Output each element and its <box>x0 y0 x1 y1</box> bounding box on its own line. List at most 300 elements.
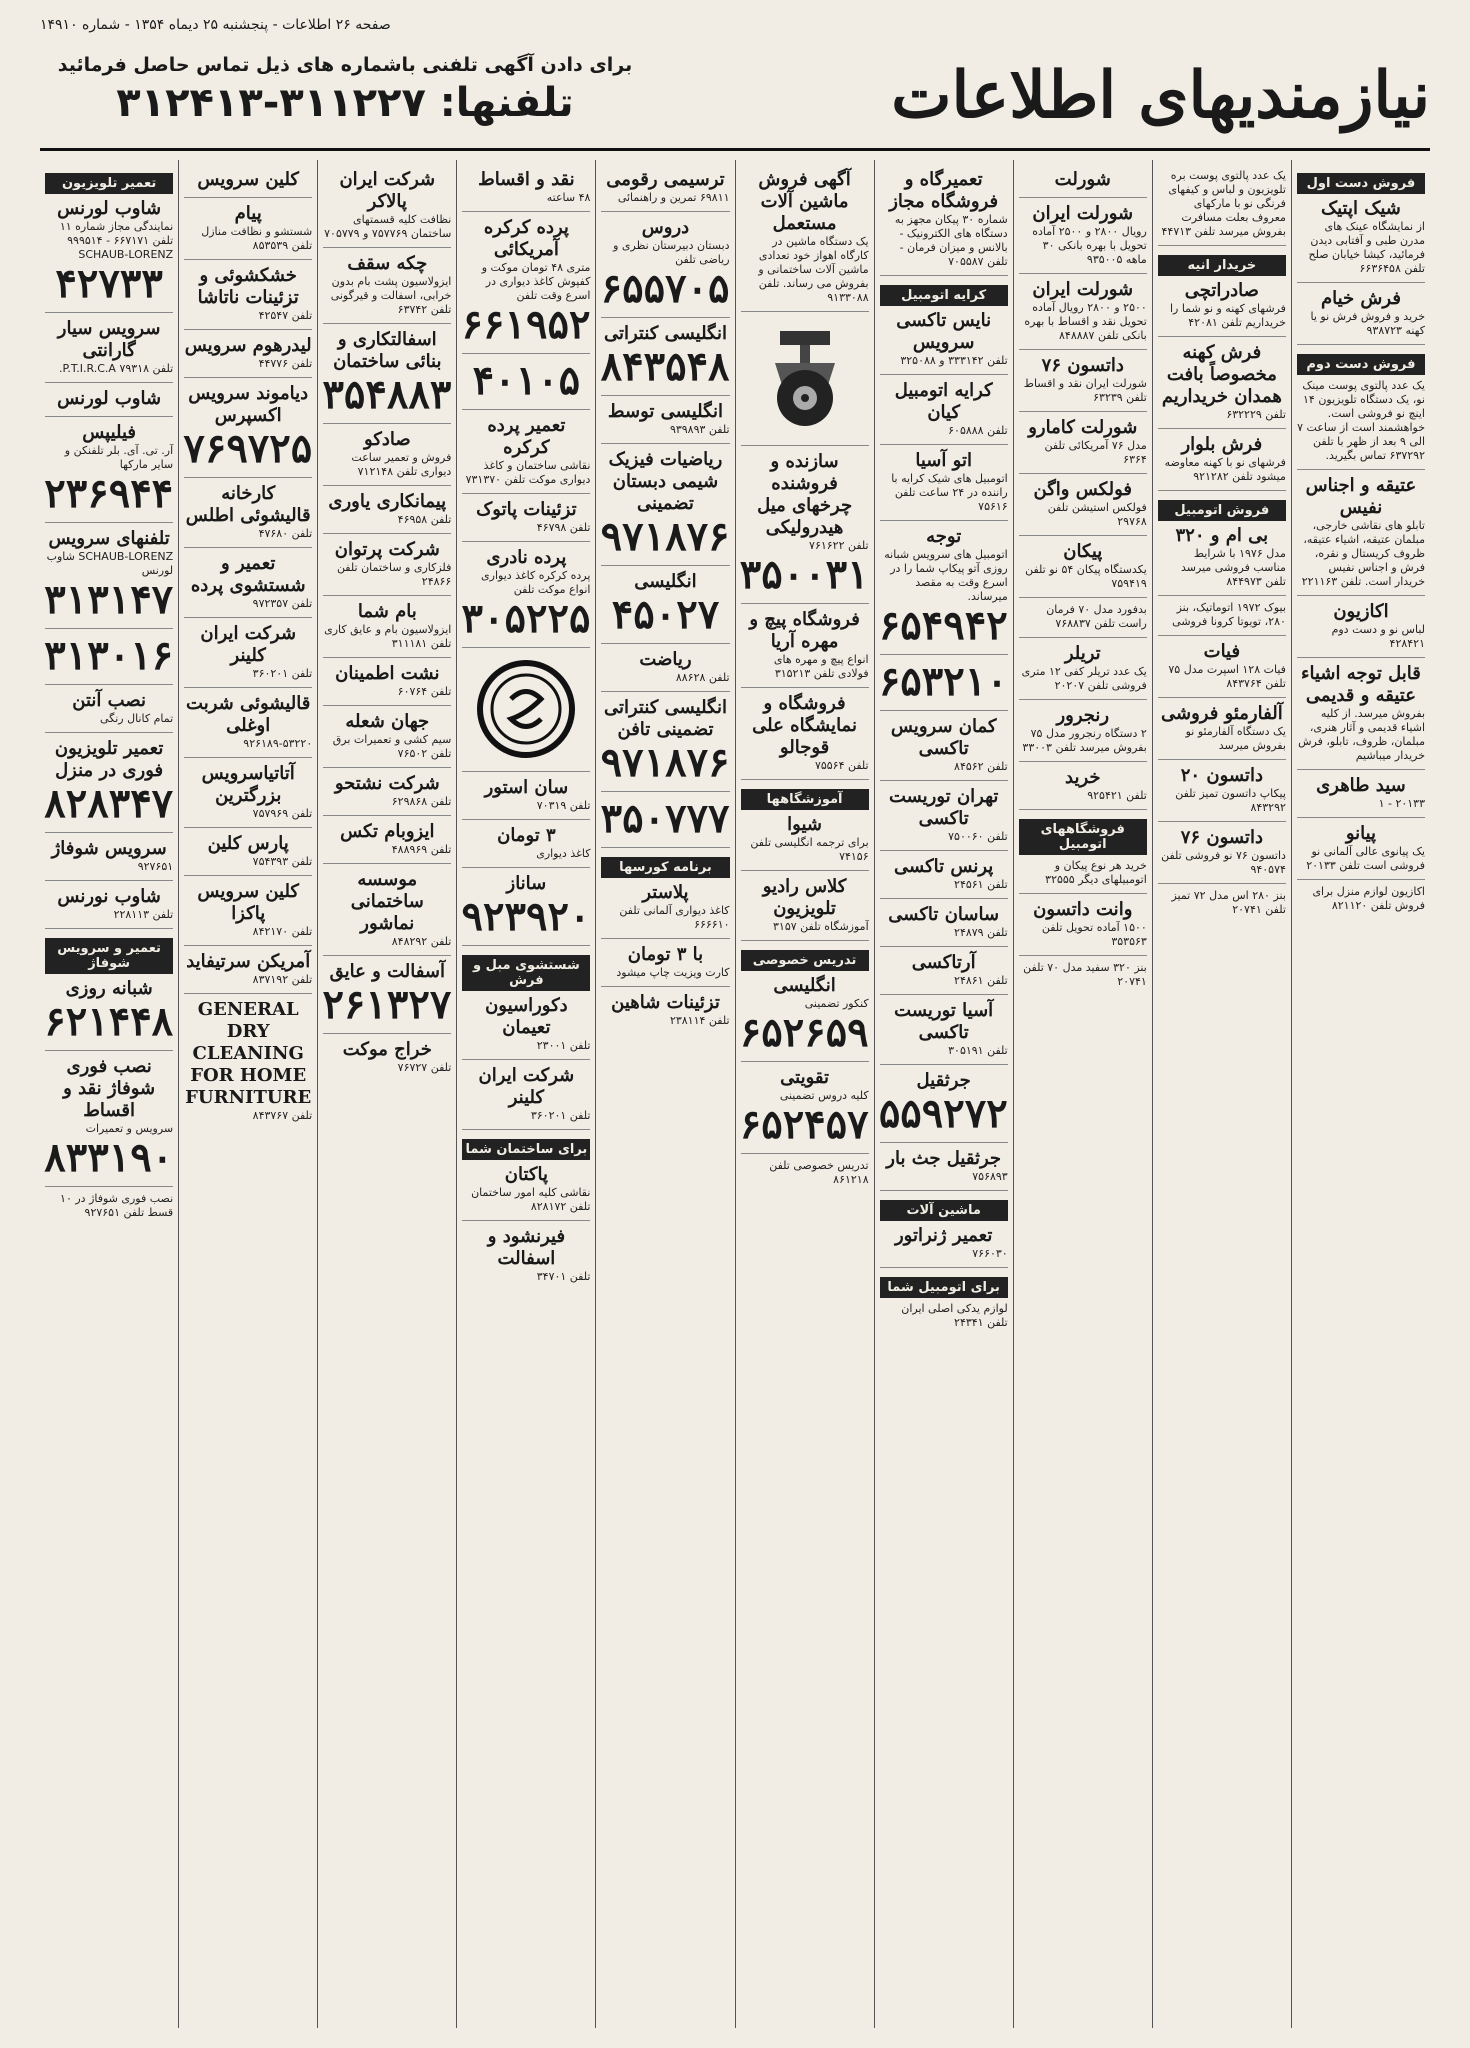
ad-body: بدفورد مدل ۷۰ فرمان راست تلفن ۷۶۸۸۳۷ <box>1046 603 1147 630</box>
ad-phone-number: ۷۶۹۷۲۵ <box>183 425 313 472</box>
ad-body: تلفن ۴۶۹۵۸ <box>397 513 452 526</box>
ad-phone-number: ۵۵۹۲۷۲ <box>878 1090 1008 1137</box>
ad-phone-number: ۶۵۵۷۰۵ <box>600 265 730 312</box>
classified-ad <box>323 596 451 658</box>
ad-phone-number: ۳۱۳۱۴۷ <box>44 576 174 623</box>
ad-heading: قابل توجه اشیاء عتیقه و قدیمی <box>1301 663 1421 706</box>
ad-heading: اکازیون <box>1333 601 1389 622</box>
ad-heading: GENERAL DRY CLEANING FOR HOME FURNITURE <box>185 999 312 1108</box>
section-heading: برای اتومبیل شما <box>880 1277 1008 1298</box>
ad-heading: تعمیر تلویزیون فوری در منزل <box>54 738 164 781</box>
ad-body: خرید هر نوع پیکان و اتومبیلهای دیگر ۳۲۵۵۵ <box>1045 859 1147 886</box>
classified-ad <box>880 164 1008 276</box>
ad-heading: فروشگاه و نمایشگاه علی قوجالو <box>752 693 857 758</box>
ad-body: تلفن ۴۷۶۸۰ <box>258 527 313 540</box>
ad-body: تلفن ۲۳۸۱۱۴ <box>669 1014 730 1027</box>
ad-heading: پارس کلین <box>207 833 289 854</box>
classified-ad <box>1158 698 1286 760</box>
ad-body: یک دستگاه ماشین در کارگاه اهواز خود تعدادی ماشین آلات ساختمانی و بفروش می رساند. تلفن ۹۱۳۳۰۸۸ <box>758 235 869 304</box>
ad-body: ۹۲۷۶۵۱ <box>137 860 174 873</box>
classified-ad <box>462 772 590 820</box>
ad-phone-number: ۶۵۲۴۵۷ <box>739 1101 869 1148</box>
ad-heading: فروشگاه پیچ و مهره آریا <box>749 609 860 652</box>
ad-heading: شیک اپتیک <box>1321 198 1401 219</box>
ad-body: تلفن ۴۸۸۹۶۹ <box>391 843 452 856</box>
ad-body: تلفن ۸۳۷۱۹۲ <box>252 973 313 986</box>
ad-body: یک عدد پالتوی پوست مینک نو، یک دستگاه تلویزیون ۱۴ اینچ نو فروشی است. خواهشمند است از ساعت ۷ الی ۹ بعد از ظهر با تلفن ۶۳۷۲۹۲ تماس بگیرید. <box>1297 379 1425 462</box>
ad-heading: فرش کهنه مخصوصاً بافت همدان خریداریم <box>1161 342 1282 407</box>
classified-ad <box>462 1060 590 1130</box>
classified-ad <box>1297 658 1425 770</box>
classified-ad <box>1158 429 1286 491</box>
ad-heading: آسفالت و عایق <box>329 961 445 982</box>
ad-heading: تزئینات شاهین <box>611 992 720 1013</box>
classified-ad <box>880 1191 1008 1268</box>
classified-ad <box>462 494 590 542</box>
ad-body: ایزولاسیون پشت بام بدون خرابی، اسفالت و قیرگونی تلفن ۶۳۷۴۲ <box>330 275 452 316</box>
ad-body: SCHAUB-LORENZ شاوب لورنس <box>46 550 174 577</box>
classified-ad <box>601 396 729 444</box>
ad-body: برای ترجمه انگلیسی تلفن ۷۴۱۵۶ <box>750 836 869 863</box>
ad-body: داتسون ۷۶ نو فروشی تلفن ۹۴۰۵۷۴ <box>1161 849 1286 876</box>
ad-heading: کرایه اتومبیل کیان <box>894 380 993 423</box>
ad-heading: فیرنشود و اسفالت <box>487 1226 566 1269</box>
ad-heading: ۳ تومان <box>497 825 556 846</box>
ad-heading: تلفنهای سرویس <box>48 528 170 549</box>
classified-ad <box>880 851 1008 899</box>
classified-ad <box>741 312 869 446</box>
ad-body: ۴۸ ساعته <box>546 191 591 204</box>
ad-body: تلفن ۷۵۵۶۴ <box>814 759 869 772</box>
classified-ad <box>1019 894 1147 956</box>
classified-ad <box>1158 760 1286 822</box>
ad-heading: وانت داتسون <box>1033 899 1133 920</box>
classified-ad <box>1158 337 1286 429</box>
ad-heading: دروس <box>641 217 690 238</box>
classified-ad <box>323 1034 451 1081</box>
section-heading: تعمیر تلویزیون <box>45 173 173 194</box>
classified-ad <box>45 164 173 313</box>
ad-body: تلفن ۳۴۷۰۱ <box>536 1270 591 1283</box>
ad-phone-number: ۶۶۱۹۵۲ <box>461 301 591 348</box>
ad-body: دبستان دبیرستان نظری و ریاضی تلفن <box>613 239 730 266</box>
section-heading: کرایه اتومبیل <box>880 285 1008 306</box>
classified-ad <box>323 706 451 768</box>
classified-ad <box>462 946 590 1060</box>
classified-ad <box>1158 596 1286 636</box>
ad-body: تلفن ۲۴۸۷۹ <box>954 926 1008 939</box>
ad-body: تلفن ۳۶۰۲۰۱ <box>530 1109 591 1122</box>
ad-phone-number: ۶۵۲۶۵۹ <box>739 1009 869 1056</box>
ad-heading: انگلیسی <box>634 571 697 592</box>
ad-body: تلفن ۴۴۷۷۶ <box>258 357 313 370</box>
classified-ad <box>1158 491 1286 596</box>
classified-ad <box>1297 770 1425 818</box>
classified-ad <box>184 758 312 828</box>
ad-body: مدل ۱۹۷۶ با شرایط مناسب فروشی میرسد تلفن ۸۴۴۹۷۳ <box>1181 547 1286 588</box>
ad-heading: ریاضت <box>639 649 692 670</box>
classified-ad <box>462 212 590 354</box>
ad-body: ۲ دستگاه رنجرور مدل ۷۵ بفروش میرسد تلفن ۳۳۰۰۳ <box>1022 727 1147 754</box>
classified-ad <box>323 816 451 864</box>
classified-ad <box>1019 638 1147 700</box>
classified-ad <box>1019 412 1147 474</box>
ad-body: نظافت کلیه قسمتهای ساختمان ۷۵۷۷۶۹ و ۷۰۵۷۷۹ <box>324 213 452 240</box>
section-heading: شستشوی مبل و فرش <box>462 955 590 991</box>
caster-wheel-illustration <box>750 323 860 433</box>
ad-heading: ایزوبام تکس <box>340 821 435 842</box>
classified-ad <box>184 946 312 994</box>
ad-body: تلفن ۴۶۷۹۸ <box>536 521 591 534</box>
ad-heading: فرش خیام <box>1320 288 1401 309</box>
ad-heading: تقویتی <box>780 1067 829 1088</box>
ad-heading: پاکتان <box>504 1164 548 1185</box>
section-heading: فروش دست دوم <box>1297 354 1425 375</box>
ad-heading: شرکت ایران کلینر <box>478 1065 575 1108</box>
ad-heading: نقد و اقساط <box>478 169 575 190</box>
ad-body: سیم کشی و تعمیرات برق تلفن ۷۶۵۰۲ <box>332 733 452 760</box>
ad-phone-number: ۳۵۰۰۳۱ <box>739 551 869 598</box>
section-heading: آموزشگاهها <box>741 789 869 810</box>
ad-heading: انگلیسی کنتراتی <box>603 323 727 344</box>
classified-ad <box>601 444 729 566</box>
ad-heading: تزئینات پاتوک <box>476 499 577 520</box>
ad-body: لوازم یدکی اصلی ایران تلفن ۲۴۳۴۱ <box>901 1302 1008 1329</box>
ad-heading: پیمانکاری یاوری <box>328 491 447 512</box>
classified-column <box>874 160 1013 2028</box>
ad-heading: پرنس تاکسی <box>894 856 994 877</box>
ad-body: رویال ۲۸۰۰ و ۲۵۰۰ آماده تحویل با بهره بانکی ۳۰ ماهه ۹۳۵۰۰۵ <box>1032 225 1147 266</box>
ad-heading: رنجرور <box>1056 705 1110 726</box>
ad-heading: پلاستر <box>642 882 689 903</box>
ad-heading: کمان سرویس تاکسی <box>890 716 997 759</box>
classified-ad <box>880 375 1008 445</box>
ad-body: فرشهای نو با کهنه معاوضه میشود تلفن ۹۲۱۲۸۲ <box>1164 456 1286 483</box>
classified-ad <box>741 871 869 941</box>
ad-heading: تعمیر و شستشوی پرده <box>190 553 306 596</box>
ad-heading: سرویس شوفاژ <box>51 838 167 859</box>
classified-ad <box>323 164 451 248</box>
classified-column <box>1291 160 1430 2028</box>
classified-ad <box>880 947 1008 995</box>
classified-ad <box>45 1187 173 1226</box>
classified-ad <box>462 354 590 410</box>
ad-phone-number: ۸۲۸۳۴۷ <box>44 780 174 827</box>
ad-heading: تعمیر پرده کرکره <box>487 415 566 458</box>
ad-heading: آمریکن سرتیفاید <box>186 951 311 972</box>
classified-ad <box>1019 762 1147 810</box>
classified-ad <box>1019 350 1147 412</box>
ad-body: از نمایشگاه عینک های مدرن طبی و آفتابی دیدن فرمائید، کیشا خیابان صلح تلفن ۶۶۳۶۴۵۸ <box>1308 220 1425 275</box>
ad-body: تلفن ۸۴۲۱۷۰ <box>252 925 313 938</box>
ad-body: ۷۵۶۸۹۳ <box>972 1170 1008 1183</box>
ad-heading: دکوراسیون تعیمان <box>485 995 568 1038</box>
classified-ad <box>1297 283 1425 345</box>
ad-heading: دیاموند سرویس اکسپرس <box>188 383 309 426</box>
ad-heading: پیکان <box>1063 541 1103 562</box>
ad-heading: صادکو <box>363 429 411 450</box>
classified-ad <box>601 164 729 212</box>
ad-heading: انگلیسی <box>773 975 836 996</box>
classified-ad <box>1297 470 1425 596</box>
ad-heading: آلفارمئو فروشی <box>1160 703 1283 724</box>
ad-phone-number: ۳۵۰۷۷۷ <box>600 795 730 842</box>
classified-ad <box>1297 818 1425 880</box>
classified-ad <box>880 276 1008 375</box>
ad-phone-number: ۲۶۱۳۲۷ <box>322 981 452 1028</box>
ad-heading: ساناز <box>506 873 547 894</box>
ad-phone-number: ۲۳۶۹۴۴ <box>44 470 174 517</box>
ad-heading: سازنده و فروشنده چرخهای میل هیدرولیکی <box>757 451 853 538</box>
classified-column <box>1152 160 1291 2028</box>
ad-heading: صادراتچی <box>1184 280 1259 301</box>
classified-ad <box>1158 636 1286 698</box>
classified-ad <box>741 1062 869 1154</box>
ad-body: کارت ویزیت چاپ میشود <box>616 966 730 979</box>
ad-heading: با ۳ تومان <box>627 944 704 965</box>
ad-heading: شیوا <box>787 814 822 835</box>
classified-ad <box>184 548 312 618</box>
classified-ad <box>462 164 590 212</box>
classified-ad <box>601 692 729 792</box>
classified-ad <box>1158 822 1286 884</box>
classified-ad <box>1158 164 1286 246</box>
ad-heading: عتیقه و اجناس نفیس <box>1305 475 1417 518</box>
ad-heading: شرکت پرتوان <box>334 539 440 560</box>
ad-body: ایزولاسیون بام و عایق کاری تلفن ۳۱۱۱۸۱ <box>324 623 452 650</box>
ad-body: فرشهای کهنه و نو شما را خریداریم تلفن ۴۲۰۸۱ <box>1169 302 1286 329</box>
classified-ad <box>1019 164 1147 198</box>
classified-ad <box>462 542 590 648</box>
ad-heading: کارخانه قالیشوئی اطلس <box>185 483 311 526</box>
ad-body: متری ۴۸ تومان موکت و کفپوش کاغذ دیواری در اسرع وقت تلفن <box>481 261 591 302</box>
ad-phone-number: ۴۵۰۲۷ <box>611 591 720 638</box>
classified-ad <box>462 820 590 868</box>
ad-body: تلفن ۲۴۵۶۱ <box>954 878 1008 891</box>
ad-body: فولکس استیشن تلفن ۲۹۷۶۸ <box>1047 501 1147 528</box>
masthead-phones: تلفنها: ۳۱۱۲۲۷-۳۱۲۴۱۳ <box>116 80 574 126</box>
classified-ad <box>601 939 729 987</box>
ad-heading: پرده کرکره آمریکائی <box>483 217 569 260</box>
classified-ad <box>601 987 729 1034</box>
masthead <box>40 48 1430 151</box>
ad-body: تلفن ۸۸۶۲۸ <box>675 671 730 684</box>
section-heading: تعمیر و سرویس شوفاژ <box>45 938 173 974</box>
ad-body: نمایندگی مجاز شماره ۱۱ تلفن ۶۶۷۱۷۱ - ۹۹۹۵۱۴ SCHAUB-LORENZ <box>59 220 174 261</box>
ad-heading: شورلت ایران <box>1032 279 1134 300</box>
ad-heading: انگلیسی کنتراتی تضمینی تافن <box>603 697 727 740</box>
ad-body: تلفن ۹۲۵۴۲۱ <box>1087 789 1147 802</box>
ad-body: آر. تی. آی. بلر تلفنکن و سایر مارکها <box>64 444 174 471</box>
classified-column <box>40 160 178 2028</box>
ad-heading: داتسون ۷۶ <box>1041 355 1124 376</box>
ad-body: تلفن ۲۴۸۶۱ <box>954 974 1008 987</box>
ad-body: خرید و فروش فرش نو یا کهنه ۹۳۸۷۲۳ <box>1310 310 1425 337</box>
ad-body: یک عدد تریلر کفی ۱۲ متری فروشی تلفن ۲۰۲۰۷ <box>1021 665 1147 692</box>
classified-ad <box>45 929 173 1051</box>
classified-ad <box>880 995 1008 1065</box>
ad-body: ۶۹۸۱۱ تمرین و راهنمائی <box>617 191 730 204</box>
ad-heading: ریاضیات فیزیک شیمی دبستان تضمینی <box>608 449 723 514</box>
ad-heading: بام شما <box>357 601 417 622</box>
ad-body: فروش و تعمیر ساعت دیواری تلفن ۷۱۲۱۴۸ <box>351 451 452 478</box>
ad-body: تلفن ۸۴۵۶۲ <box>954 760 1008 773</box>
ad-heading: سید طاهری <box>1316 775 1406 796</box>
classified-ad <box>323 324 451 424</box>
ad-body: نقاشی ساختمان و کاغذ دیواری موکت تلفن ۷۳۱۳۷۰ <box>465 459 591 486</box>
ad-heading: اتو آسیا <box>915 450 972 471</box>
ad-body: بفروش میرسد. از کلیه اشیاء قدیمی و آثار هنری، مبلمان، ظروف، تابلو، فرش خریدار میباشیم <box>1298 707 1425 762</box>
ad-heading: شاوب نورنس <box>57 886 161 907</box>
classified-ad <box>323 248 451 324</box>
classified-ad <box>323 768 451 816</box>
classified-ad <box>1019 810 1147 894</box>
ad-body: اتومبیل های شیک کرایه با راننده در ۲۴ ساعت تلفن ۷۵۶۱۶ <box>891 472 1008 513</box>
classified-ad <box>741 446 869 604</box>
ad-heading: پیام <box>234 203 262 224</box>
ad-body: شماره ۳۰ پیکان مجهز به دستگاه های الکترونیک - بالانس و میزان فرمان - تلفن ۷۰۵۵۸۷ <box>894 213 1008 268</box>
ad-body: فیات ۱۲۸ اسپرت مدل ۷۵ تلفن ۸۴۳۷۶۴ <box>1168 663 1286 690</box>
ad-heading: جرثقیل جث بار <box>886 1148 1002 1169</box>
section-heading: خریدار انیه <box>1158 255 1286 276</box>
ad-body: تلفن ۸۴۳۷۶۷ <box>252 1109 313 1122</box>
classified-ad <box>1158 884 1286 923</box>
section-heading: فروش دست اول <box>1297 173 1425 194</box>
ad-heading: خرید <box>1065 767 1101 788</box>
classified-ad <box>1158 246 1286 337</box>
classified-ad <box>184 260 312 330</box>
classified-ad <box>601 848 729 939</box>
ad-body: تلفن ۴۲۵۴۷ <box>258 309 313 322</box>
ad-body: بنز ۲۸۰ اس مدل ۷۲ تمیز تلفن ۲۰۷۴۱ <box>1171 889 1286 916</box>
ad-body: کاغذ دیواری آلمانی تلفن ۶۶۶۶۱۰ <box>619 904 730 931</box>
ad-heading: پرده نادری <box>486 547 567 568</box>
classified-ad <box>45 1051 173 1187</box>
ad-heading: شرکت نشتحو <box>334 773 440 794</box>
ad-phone-number: ۳۵۴۸۸۳ <box>322 371 452 418</box>
ad-heading: انگلیسی توسط <box>607 401 724 422</box>
classified-ad <box>323 486 451 534</box>
ad-phone-number: ۴۲۷۳۳ <box>55 260 163 307</box>
classified-ad <box>184 876 312 946</box>
ad-body: بیوک ۱۹۷۲ اتوماتیک، بنز ۲۸۰، تویوتا کرونا فروشی <box>1172 601 1286 628</box>
ad-body: تلفن ۹۳۹۸۹۳ <box>669 423 730 436</box>
classified-ad <box>462 410 590 494</box>
classified-ad <box>45 881 173 929</box>
ad-body: کلیه دروس تضمینی <box>779 1089 869 1102</box>
ad-body: لباس نو و دست دوم ۴۲۸۴۲۱ <box>1331 623 1425 650</box>
classified-ad <box>741 941 869 1062</box>
classified-ad <box>880 781 1008 851</box>
section-heading: برای ساختمان شما <box>462 1139 590 1160</box>
masthead-contact <box>40 54 650 126</box>
ad-heading: نشت اطمینان <box>335 663 440 684</box>
classified-ad <box>601 644 729 692</box>
ad-body: مدل ۷۶ آمریکائی تلفن ۶۳۶۴ <box>1044 439 1147 466</box>
ad-heading: اسفالتکاری و بنائی ساختمان <box>333 329 442 372</box>
ad-body: کنکور تضمینی <box>804 997 869 1010</box>
classified-ad <box>184 330 312 378</box>
ad-body: تلفن ۷۵۰۰۶۰ <box>948 830 1008 843</box>
classified-column <box>178 160 317 2028</box>
ad-heading: ساسان تاکسی <box>888 904 1000 925</box>
ad-body: یکدستگاه پیکان ۵۴ نو تلفن ۷۵۹۴۱۹ <box>1025 563 1147 590</box>
ad-phone-number: ۹۷۱۸۷۶ <box>600 739 730 786</box>
ad-heading: داتسون ۲۰ <box>1180 765 1263 786</box>
ad-heading: سان استور <box>484 777 569 798</box>
classified-ad <box>184 164 312 198</box>
classified-ad <box>323 424 451 486</box>
ad-body: تلفن ۶۰۵۸۸۸ <box>948 424 1008 437</box>
ad-heading: آگهی فروش ماشین آلات مستعمل <box>758 169 851 234</box>
ad-heading: بی ام و ۳۲۰ <box>1175 525 1269 546</box>
ad-heading: سرویس سیار گارانتی <box>57 318 161 361</box>
ad-body: تلفن ۹۷۲۳۵۷ <box>252 597 313 610</box>
page-header: صفحه ۲۶ اطلاعات - پنجشنبه ۲۵ دیماه ۱۳۵۴ - شماره ۱۴۹۱۰ <box>40 17 391 33</box>
classified-ad <box>45 733 173 833</box>
ad-phone-number: ۳۰۵۲۲۵ <box>461 595 591 642</box>
ad-phone-number: ۸۳۳۱۹۰ <box>44 1134 174 1181</box>
section-heading: تدریس خصوصی <box>741 950 869 971</box>
ad-body: یک عدد پالتوی پوست بره تلویزیون و لباس و کیفهای فرنگی نو با مارکهای معروف بعلت مسافرت بفروش میرسد تلفن ۴۴۷۱۳ <box>1161 169 1286 238</box>
ad-heading: نصب فوری شوفاژ نقد و اقساط <box>63 1056 156 1121</box>
section-heading: فروشگاههای اتومبیل <box>1019 819 1147 855</box>
ad-phone-number: ۹۲۳۹۲۰ <box>461 893 591 940</box>
ad-heading: توجه <box>926 526 962 547</box>
classified-ad <box>1019 198 1147 274</box>
classified-column <box>595 160 734 2028</box>
classified-ad <box>45 417 173 523</box>
ad-phone-number: ۶۵۴۹۴۲ <box>878 602 1008 649</box>
classified-ad <box>1297 880 1425 919</box>
ad-body: شورلت ایران نقد و اقساط تلفن ۶۳۲۳۹ <box>1023 377 1147 404</box>
classified-ad <box>880 899 1008 947</box>
classified-ad <box>184 378 312 478</box>
classified-ad <box>462 1130 590 1221</box>
classified-ad <box>45 313 173 383</box>
ad-heading: چکه سقف <box>347 253 428 274</box>
ad-body: تلفن ۸۴۸۲۹۲ <box>391 935 452 948</box>
classified-ad <box>741 604 869 688</box>
classified-ad <box>1297 345 1425 470</box>
classified-ad <box>601 212 729 318</box>
ad-body: نصب فوری شوفاژ در ۱۰ قسط تلفن ۹۲۷۶۵۱ <box>60 1192 174 1219</box>
classified-ad <box>45 685 173 733</box>
ad-heading: کلاس رادیو تلویزیون <box>762 876 847 919</box>
classified-ad <box>1019 956 1147 995</box>
ad-body: سرویس و تعمیرات <box>85 1122 174 1135</box>
masthead-title: نیازمندیهای اطلاعات <box>891 58 1430 133</box>
ad-phone-number: ۶۵۳۲۱۰ <box>878 658 1008 705</box>
ad-heading: فیلیپس <box>82 422 137 443</box>
ad-heading: جهان شعله <box>345 711 430 732</box>
classified-column <box>317 160 456 2028</box>
ad-heading: قالیشوئی شربت اوغلی <box>186 693 311 736</box>
classified-ad <box>741 780 869 871</box>
classified-column <box>1013 160 1152 2028</box>
sun-store-logo <box>476 659 576 759</box>
ad-heading: تریلر <box>1064 643 1101 664</box>
ad-heading: شاوب لورنس <box>57 388 162 409</box>
classified-ad <box>741 164 869 312</box>
ad-heading: نصب آنتن <box>72 690 146 711</box>
ad-heading: کلین سرویس <box>197 169 299 190</box>
ad-heading: فولکس واگن <box>1033 479 1133 500</box>
ad-phone-number: ۶۲۱۴۴۸ <box>44 998 174 1045</box>
ad-body: تلفن ۲۳۰۰۱ <box>536 1039 591 1052</box>
classified-ad <box>880 655 1008 711</box>
ad-body: ۹۲۶۱۸۹-۵۳۲۲۰ <box>243 737 313 750</box>
